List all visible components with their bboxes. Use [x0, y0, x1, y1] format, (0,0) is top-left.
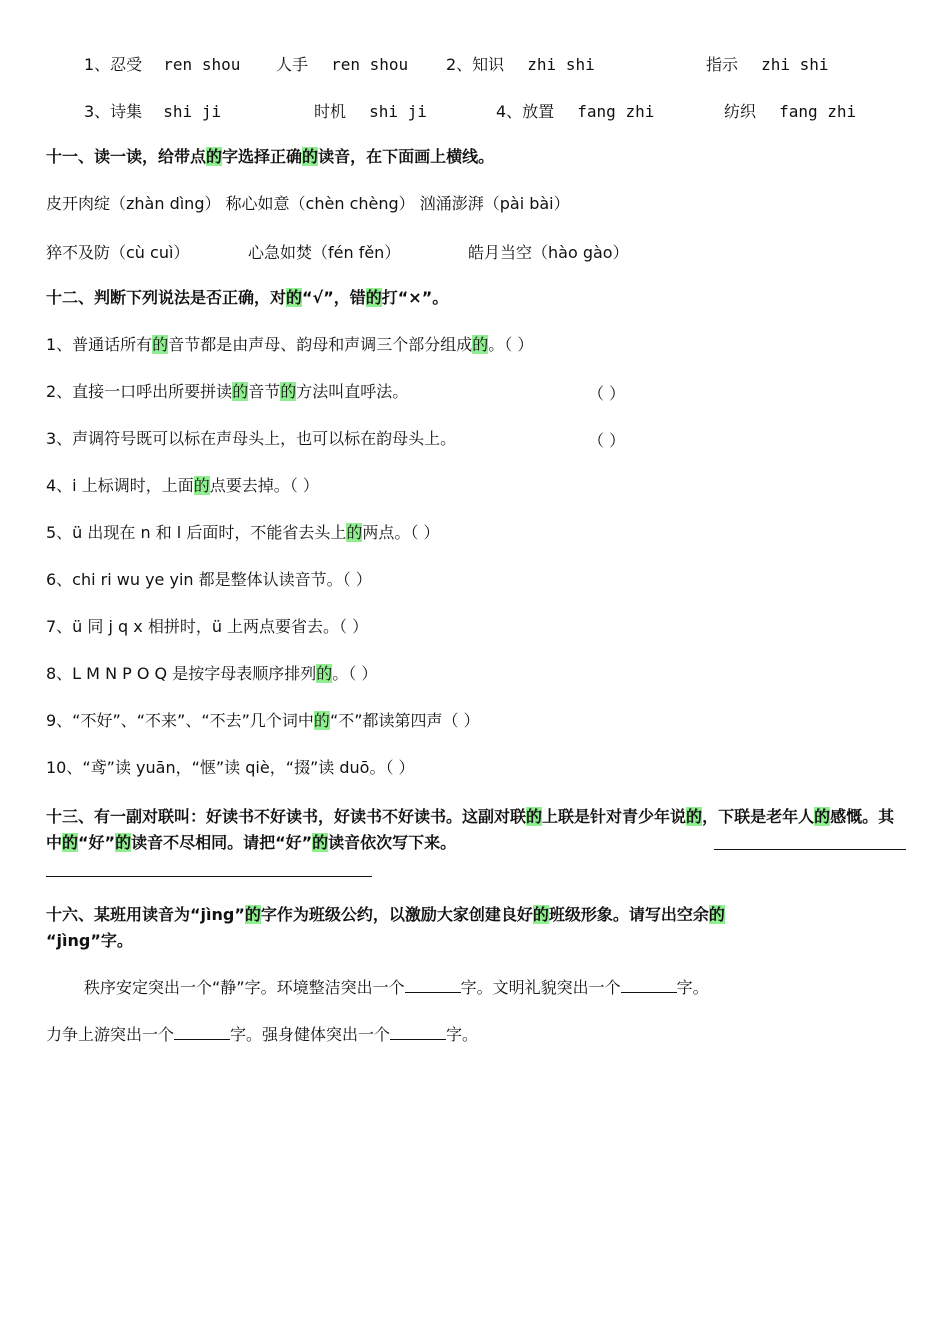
row2-word-b	[314, 99, 427, 122]
section-11-line-1: 皮开肉绽（zhàn dìng） 称心如意（chèn chèng） 汹涌澎湃（pài bài）	[46, 194, 570, 213]
section-11-item-b: 心急如焚（fén fěn）	[248, 243, 401, 262]
section-12-heading: 十二、判断下列说法是否正确，对的“√”，错的打“×”。	[46, 288, 449, 307]
blank-3[interactable]	[174, 1023, 230, 1040]
pinyin: ren shou	[331, 55, 409, 74]
judge-item-1: 1、普通话所有的音节都是由声母、韵母和声调三个部分组成的。（ ）	[46, 335, 534, 354]
blank-4[interactable]	[390, 1023, 446, 1040]
judge-item-4: 4、i 上标调时，上面的点要去掉。（ ）	[46, 476, 319, 495]
pinyin: zhi shi	[761, 55, 829, 74]
judge-item-2: 2、直接一口呼出所要拼读的音节的方法叫直呼法。	[46, 382, 409, 401]
section-11-item-a: 猝不及防（cù cuì）	[46, 243, 190, 262]
section-13-answer-line-2[interactable]	[46, 876, 372, 877]
judge-item-5: 5、ü 出现在 n 和 l 后面时，不能省去头上的两点。（ ）	[46, 523, 440, 542]
row1-word-b	[276, 52, 408, 75]
word: 2、知识	[446, 55, 505, 74]
word: 3、诗集	[84, 102, 143, 121]
pinyin: shi ji	[163, 102, 222, 121]
judge-item-3-answer-box[interactable]: （ ）	[588, 431, 626, 450]
row2-word-d	[724, 99, 856, 122]
pinyin: ren shou	[163, 55, 241, 74]
judge-item-7: 7、ü 同 j q x 相拼时，ü 上两点要省去。（ ）	[46, 617, 369, 636]
judge-item-6: 6、chi ri wu ye yin 都是整体认读音节。（ ）	[46, 570, 372, 589]
section-16-question: 十六、某班用读音为“jìng”的字作为班级公约，以激励大家创建良好的班级形象。请写出空余的 “jìng”字。	[46, 905, 725, 950]
pinyin: fang zhi	[577, 102, 655, 121]
section-13-answer-line-1[interactable]	[714, 849, 906, 850]
word: 人手	[276, 55, 309, 74]
section-16-line-1: 秩序安定突出一个“静”字。环境整洁突出一个 字。文明礼貌突出一个 字。	[84, 978, 709, 997]
blank-2[interactable]	[621, 976, 677, 993]
section-11-item-c: 皓月当空（hào gào）	[468, 243, 629, 262]
row2-word-a	[84, 99, 221, 122]
judge-item-8: 8、L M N P O Q 是按字母表顺序排列的。（ ）	[46, 664, 378, 683]
section-13-question: 十三、有一副对联叫：好读书不好读书，好读书不好读书。这副对联的上联是针对青少年说的，下联是老年人的感慨。其中的“好”的读音不尽相同。请把“好”的读音依次写下来。	[46, 807, 895, 852]
row1-word-a	[84, 52, 240, 75]
word: 1、忍受	[84, 55, 143, 74]
row2-word-c	[496, 99, 654, 122]
blank-1[interactable]	[405, 976, 461, 993]
pinyin: fang zhi	[779, 102, 857, 121]
row1-word-c	[446, 52, 595, 75]
pinyin: zhi shi	[527, 55, 595, 74]
section-16-line-2: 力争上游突出一个 字。强身健体突出一个 字。	[46, 1025, 479, 1044]
section-11-heading: 十一、读一读，给带点的字选择正确的读音，在下面画上横线。	[46, 147, 495, 166]
pinyin: shi ji	[369, 102, 427, 121]
word: 时机	[314, 102, 347, 121]
judge-item-10: 10、“鸢”读 yuān，“惬”读 qiè，“掇”读 duō。（ ）	[46, 758, 415, 777]
judge-item-3: 3、声调符号既可以标在声母头上，也可以标在韵母头上。	[46, 429, 457, 448]
word: 4、放置	[496, 102, 555, 121]
judge-item-2-answer-box[interactable]: （ ）	[588, 384, 626, 403]
word: 指示	[706, 55, 739, 74]
row1-word-d	[706, 52, 829, 75]
word: 纺织	[724, 102, 757, 121]
judge-item-9: 9、“不好”、“不来”、“不去”几个词中的“不”都读第四声（ ）	[46, 711, 480, 730]
